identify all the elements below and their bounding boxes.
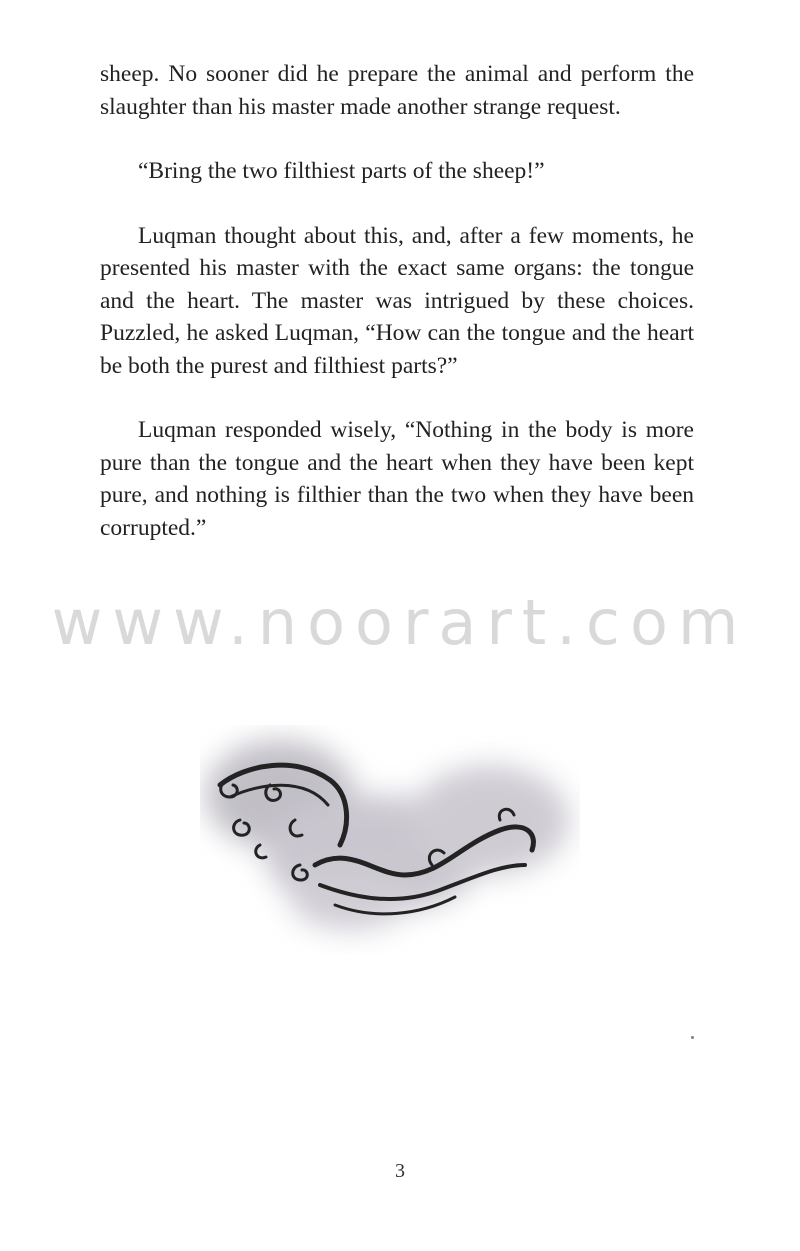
paragraph-4: Luqman responded wisely, “Nothing in the body is more pure than the tongue and the heart when they have been kept pure, and nothing is filthier than the two when they have been corrupted.” bbox=[100, 417, 694, 541]
story-text bbox=[100, 58, 694, 576]
watermark: www.noorart.com bbox=[51, 586, 749, 659]
flourish-ornament-icon bbox=[200, 725, 580, 955]
page-number: 3 bbox=[395, 1160, 405, 1182]
paragraph-3: Luqman thought about this, and, after a few moments, he presented his master with the exact same organs: the tongue and the heart. The master was intrigued by these choices. Puzzled, he asked Luqman, “How can the tongue and the heart be both the purest and filthiest parts?” bbox=[100, 222, 694, 379]
speck-mark bbox=[691, 1036, 694, 1039]
paragraph-1: sheep. No sooner did he prepare the animal and perform the slaughter than his master made another strange request. bbox=[100, 61, 694, 120]
paragraph-2: “Bring the two filthiest parts of the sheep!” bbox=[138, 158, 545, 184]
